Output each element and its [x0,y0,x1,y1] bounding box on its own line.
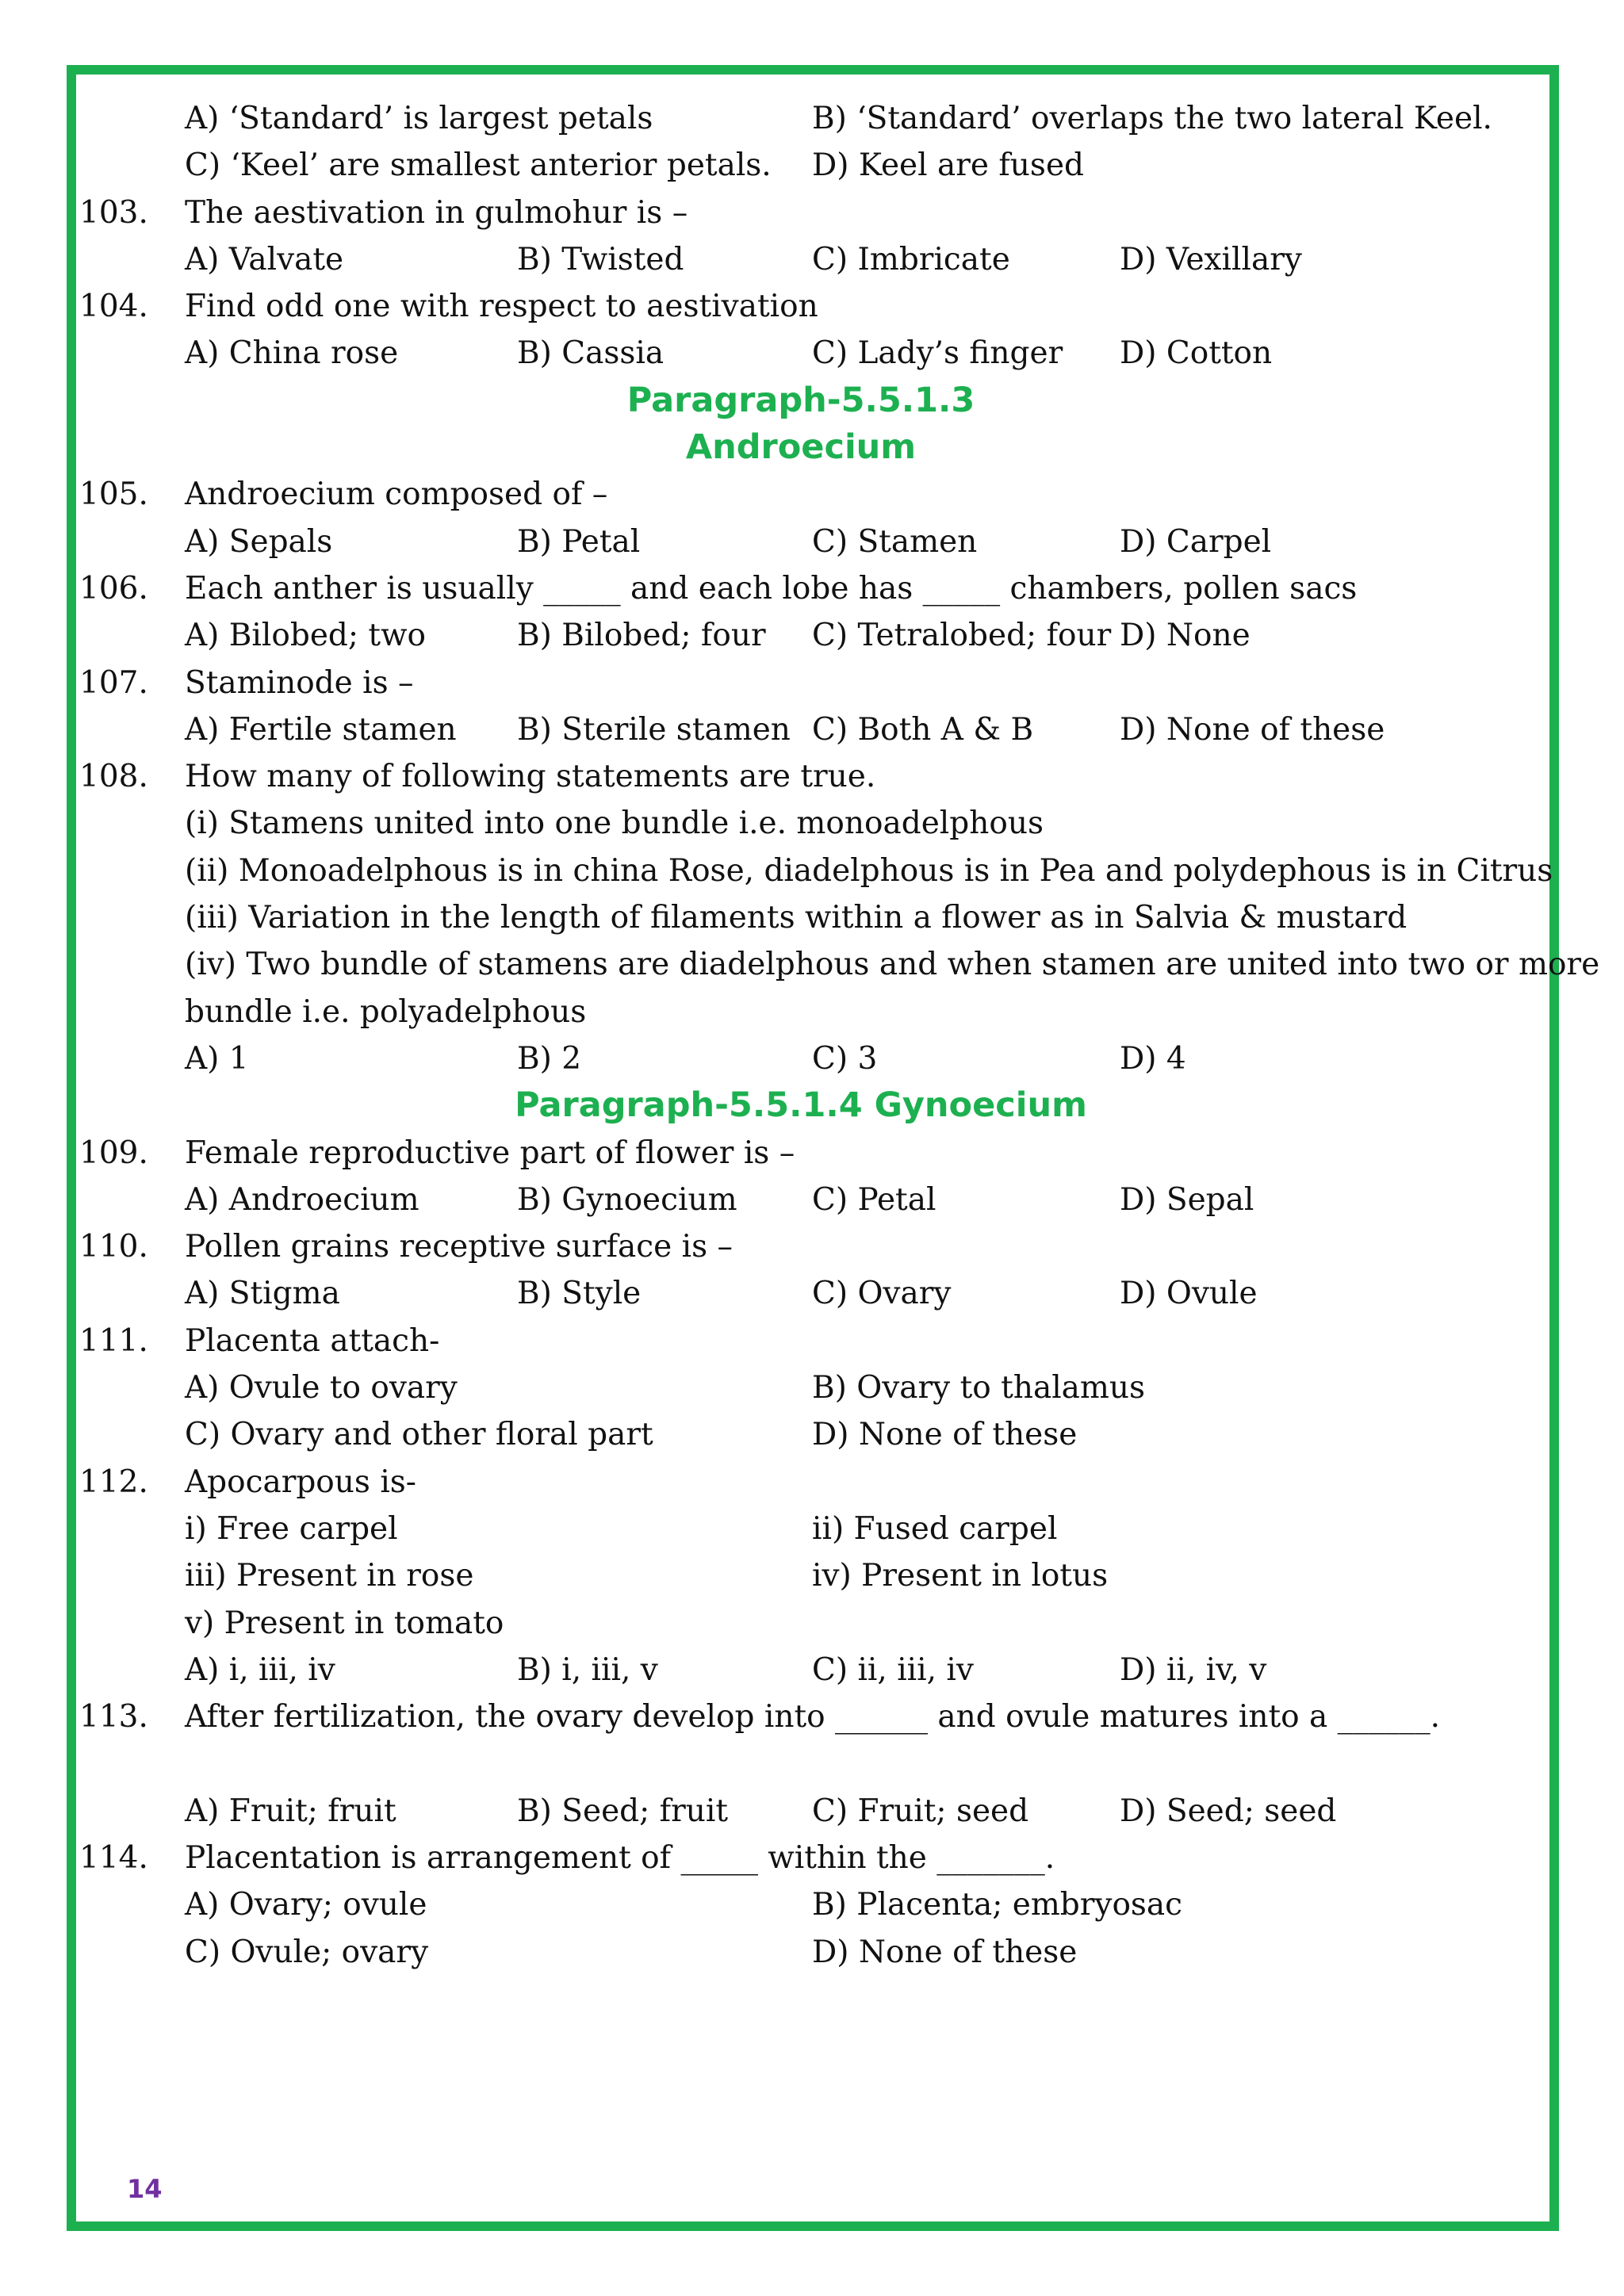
option-d: D) ii, iv, v [1120,1651,1267,1688]
option-row [79,1035,1522,1082]
question-111 [79,1318,1522,1364]
question-number: 108. [79,759,148,795]
statement-row [79,1506,1522,1552]
option-b: B) Placenta; embryosac [812,1887,1183,1923]
question-number: 113. [79,1699,148,1735]
option-a: A) Androecium [185,1181,419,1218]
option-d: D) Carpel [1120,523,1272,560]
question-112 [79,1459,1522,1506]
question-104 [79,283,1522,330]
option-c: C) Both A & B [812,711,1034,748]
option-d: D) Keel are fused [812,147,1084,184]
option-row [79,95,1522,142]
question-stem: Find odd one with respect to aestivation [185,289,818,325]
question-number: 106. [79,570,148,607]
question-list [79,95,1600,1976]
statement-text: iv) Present in lotus [812,1558,1109,1594]
option-c: C) Petal [812,1181,936,1218]
question-number: 104. [79,289,148,325]
statement-item [79,989,1522,1035]
statement-text: (i) Stamens united into one bundle i.e. monoadelphous [185,806,1044,842]
option-row [79,612,1522,659]
option-d: D) Ovule [1120,1276,1258,1312]
option-a: A) Ovule to ovary [185,1370,458,1406]
option-a: A) Valvate [185,241,344,277]
option-row [79,1881,1522,1928]
option-a: A) Fruit; fruit [185,1793,396,1829]
option-d: D) None of these [1120,711,1385,748]
option-row [79,1929,1522,1976]
option-d: D) Cotton [1120,335,1273,372]
section-heading [79,1082,1522,1129]
question-108 [79,753,1522,800]
option-b: B) Cassia [517,335,665,372]
option-c: C) Tetralobed; four [812,618,1112,654]
question-number: 103. [79,194,148,231]
question-107 [79,660,1522,706]
question-number: 107. [79,664,148,701]
question-stem: After fertilization, the ovary develop into ______ and ovule matures into a ______. [185,1699,1441,1735]
question-stem: Androecium composed of – [185,476,608,513]
statement-row [79,1552,1522,1599]
option-d: D) Vexillary [1120,241,1302,277]
option-row [79,236,1522,283]
statement-item [79,848,1553,894]
option-b: B) Ovary to thalamus [812,1370,1146,1406]
option-row [79,1270,1522,1317]
option-row [79,1177,1522,1223]
option-d: D) None of these [812,1417,1078,1453]
section-heading-title: Androecium [685,427,917,468]
question-113 [79,1693,1522,1740]
option-c: C) ‘Keel’ are smallest anterior petals. [185,147,772,184]
statement-item [79,894,1522,941]
question-number: 114. [79,1839,148,1876]
question-stem: Each anther is usually _____ and each lobe has _____ chambers, pollen sacs [185,570,1358,607]
statement-text: v) Present in tomato [185,1605,504,1641]
option-c: C) Lady’s finger [812,335,1063,372]
question-stem: Placentation is arrangement of _____ within the _______. [185,1839,1055,1876]
question-114 [79,1835,1522,1881]
option-a: A) i, iii, iv [185,1651,335,1688]
statement-item [79,941,1600,988]
blank-line [79,1740,1522,1787]
option-d: D) None of these [812,1934,1078,1970]
option-c: C) Stamen [812,523,978,560]
option-b: B) Style [517,1276,642,1312]
question-number: 105. [79,476,148,513]
section-heading-title: Paragraph-5.5.1.4 Gynoecium [515,1085,1087,1126]
option-row [79,1364,1522,1411]
option-a: A) ‘Standard’ is largest petals [185,101,653,136]
option-row [79,142,1522,189]
option-c: C) 3 [812,1040,878,1077]
section-heading [79,424,1522,471]
option-row [79,1788,1522,1835]
option-c: C) Ovary and other floral part [185,1417,653,1453]
option-row [79,706,1522,753]
option-c: C) Ovule; ovary [185,1934,429,1970]
question-number: 109. [79,1135,148,1171]
question-stem: Pollen grains receptive surface is – [185,1229,733,1265]
page-number: 14 [127,2174,163,2204]
section-heading-paragraph: Paragraph-5.5.1.3 [626,380,975,420]
question-stem: The aestivation in gulmohur is – [185,194,688,231]
option-a: A) Bilobed; two [185,618,426,654]
statement-text: (iii) Variation in the length of filaments within a flower as in Salvia & mustard [185,900,1408,936]
option-c: C) Ovary [812,1276,952,1312]
question-number: 110. [79,1229,148,1265]
question-110 [79,1223,1522,1270]
question-stem: Placenta attach- [185,1322,440,1359]
question-109 [79,1130,1522,1177]
statement-text: ii) Fused carpel [812,1510,1058,1547]
question-number: 111. [79,1322,148,1359]
question-number: 112. [79,1464,148,1500]
option-a: A) China rose [185,335,399,372]
option-row [79,1647,1522,1693]
option-row [79,519,1522,565]
section-heading [79,377,1522,424]
statement-row [79,1600,1522,1647]
option-b: B) Petal [517,523,641,560]
option-d: D) None [1120,618,1251,654]
option-b: B) i, iii, v [517,1651,658,1688]
option-a: A) Fertile stamen [185,711,457,748]
option-row [79,330,1522,377]
question-105 [79,471,1522,518]
option-row [79,1411,1522,1458]
option-a: A) 1 [185,1040,249,1077]
option-b: B) Gynoecium [517,1181,737,1218]
option-d: D) Sepal [1120,1181,1254,1218]
option-d: D) 4 [1120,1040,1186,1077]
statement-text: i) Free carpel [185,1510,398,1547]
question-stem: How many of following statements are true. [185,759,876,795]
option-b: B) Sterile stamen [517,711,791,748]
option-c: C) Imbricate [812,241,1010,277]
option-a: A) Ovary; ovule [185,1887,427,1923]
option-b: B) ‘Standard’ overlaps the two lateral Keel. [812,101,1492,136]
option-b: B) Seed; fruit [517,1793,728,1829]
question-stem: Female reproductive part of flower is – [185,1135,795,1171]
question-stem: Apocarpous is- [185,1464,416,1500]
statement-text: iii) Present in rose [185,1558,474,1594]
option-b: B) Bilobed; four [517,618,766,654]
statement-text: (ii) Monoadelphous is in china Rose, diadelphous is in Pea and polydephous is in Citrus [185,852,1553,889]
option-c: C) Fruit; seed [812,1793,1029,1829]
option-d: D) Seed; seed [1120,1793,1337,1829]
question-103 [79,189,1522,236]
statement-item [79,800,1522,847]
statement-text: bundle i.e. polyadelphous [185,993,587,1030]
option-a: A) Sepals [185,523,333,560]
question-stem: Staminode is – [185,664,414,701]
option-b: B) Twisted [517,241,684,277]
statement-text: (iv) Two bundle of stamens are diadelphous and when stamen are united into two or more [185,947,1600,983]
question-106 [79,565,1522,612]
option-a: A) Stigma [185,1276,340,1312]
option-b: B) 2 [517,1040,582,1077]
option-c: C) ii, iii, iv [812,1651,974,1688]
